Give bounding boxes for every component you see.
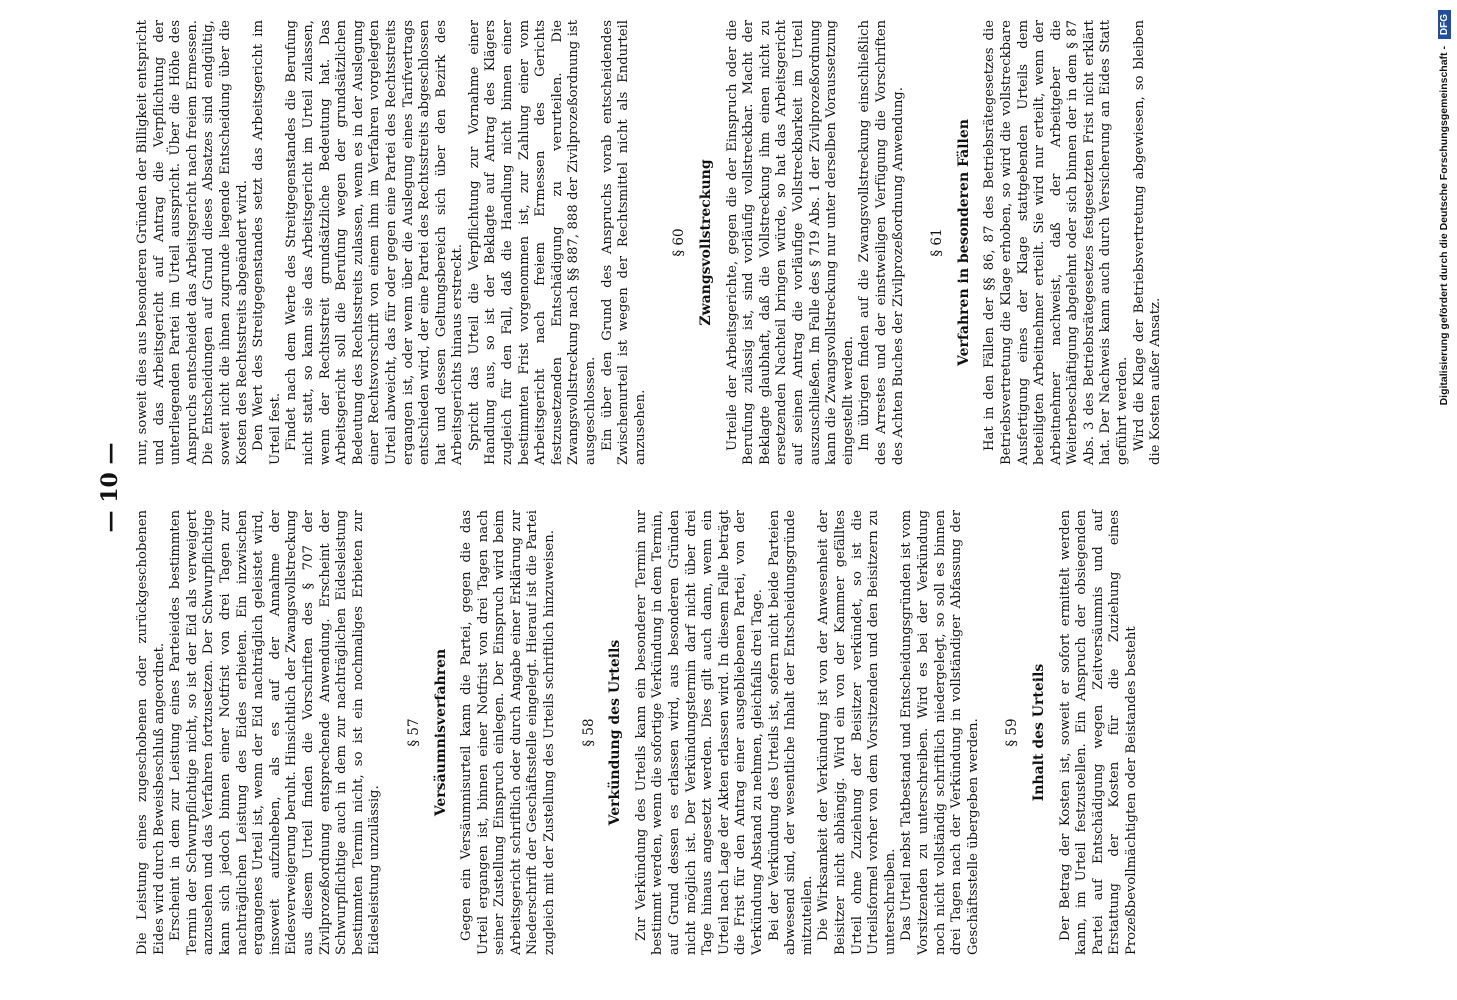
paragraph: Den Wert des Streitgegenstandes setzt das Arbeitsgericht im Urteil fest. [251,20,283,465]
dfg-logo: DFG [1438,10,1451,39]
section-title: Verkündung des Urteils [607,639,624,826]
text-column-left [135,510,1140,955]
section-number: § 59 [1004,718,1021,747]
section-title: Verfahren in besonderen Fällen [955,119,972,366]
paragraph: Das Urteil nebst Tatbestand und Entscheidungsgründen ist vom Vorsitzenden zu unterschreiben. Wird es bei der Verkündung noch nicht vollständig schriftlich niedergelegt, so soll es binnen drei Tagen nach der Verkündung in vollständiger Abfassung der Geschäftsstelle übergeben werden. [899,510,981,955]
text-column-right [135,20,1165,465]
section-number: § 58 [580,718,597,747]
section-title: Zwangsvollstreckung [698,159,714,326]
digitization-credit [1405,10,1450,995]
section-title: Versäumnisverfahren [432,648,449,817]
paragraph: Findet nach dem Werte des Streitgegenstandes die Berufung nicht statt, so kann sie das Arbeitsgericht im Urteil zulassen, wenn der Rechtsstreit grundsätzliche Bedeutung hat. Das Arbeitsgericht soll die Berufung wegen der grundsätzlichen Bedeutung des Rechtsstreits zulassen, wenn es in der Auslegung einer Rechtsvorschrift von einem ihm im Verfahren vorgelegten Urteil abweicht, das für oder gegen eine Partei des Rechtsstreits ergangen ist, oder wenn über die Auslegung eines Tarifvertrags entschieden wird, der eine Partei des Rechtsstreits abgeschlossen hat und dessen Geltungsbereich sich über den Bezirk des Arbeitsgerichts hinaus erstreckt. [284,20,466,465]
section-number: § 61 [929,228,946,257]
section-number: § 57 [405,718,422,747]
paragraph: Der Betrag der Kosten ist, soweit er sofort ermittelt werden kann, im Urteil festzustellen. Ein Anspruch der obsiegenden Partei auf Entschädigung wegen Zeitversäumnis und auf Erstattung der Kosten für die Zuziehung eines Prozeßbevollmächtigten oder Beistandes besteht [1057,510,1139,955]
credit-text: Digitalisierung gefördert durch die Deutsche Forschungsgemeinschaft - [1438,46,1450,406]
rotated-text-block [90,20,1380,955]
paragraph: Hat in den Fällen der §§ 86, 87 des Betriebsrätegesetzes die Betriebsvertretung die Klage erhoben, so wird die vollstreckbare Ausfertigung eines der Klage stattgebenden Urteils dem beteiligten Arbeitnehmer erteilt. Sie wird nur erteilt, wenn der Arbeitnehmer nachweist, daß der Arbeitgeber die Weiterbeschäftigung abgelehnt oder sich binnen der in dem § 87 Abs. 3 des Betriebsrätegesetzes festgesetzten Frist nicht erklärt hat. Der Nachweis kann auch durch Versicherung an Eides Statt geführt werden. [982,20,1131,465]
paragraph: Erscheint in dem zur Leistung eines Parteieides bestimmten Termin der Schwurpflichtige nicht, so ist der Eid als verweigert anzusehen und das Verfahren fortzusetzen. Der Schwurpflichtige kann sich jedoch binnen einer Notfrist von drei Tagen zur nachträglichen Leistung des Eides erbieten. Ein inzwischen ergangenes Urteil ist, wenn der Eid nachträglich geleistet wird, insoweit aufzuheben, als es auf der Annahme der Eidesverweigerung beruht. Hinsichtlich der Zwangsvollstreckung aus diesem Urteil finden die Vorschriften des § 707 der Zivilprozeßordnung entsprechende Anwendung. Erscheint der Schwurpflichtige auch in dem zur nachträglichen Eidesleistung bestimmten Termin nicht, so ist ein nochmaliges Erbieten zur Eidesleistung unzulässig. [168,510,383,955]
paragraph: Die Leistung eines zugeschobenen oder zurückgeschobenen Eides wird durch Beweisbeschluß angeordnet. [135,510,167,955]
paragraph: nur, soweit dies aus besonderen Gründen der Billigkeit entspricht und das Arbeitsgericht auf Antrag die Verpflichtung der unterliegenden Partei im Urteil ausspricht. Über die Höhe des Anspruchs entscheidet das Arbeitsgericht nach freiem Ermessen. Die Entscheidungen auf Grund dieses Absatzes sind endgültig, soweit nicht die ihnen zugrunde liegende Entscheidung über die Kosten des Rechtsstreits abgeändert wird. [135,20,250,465]
paragraph: Zur Verkündung des Urteils kann ein besonderer Termin nur bestimmt werden, wenn die sofortige Verkündung in dem Termin, auf Grund dessen es erlassen wird, aus besonderen Gründen nicht möglich ist. Der Verkündungstermin darf nicht über drei Tage hinaus angesetzt werden. Dies gilt auch dann, wenn ein Urteil nach Lage der Akten erlassen wird. In diesem Falle beträgt die Frist für den Antrag einer ausgebliebenen Partei, von der Verkündung Abstand zu nehmen, gleichfalls drei Tage. [633,510,765,955]
paragraph: Wird die Klage der Betriebsvertretung abgewiesen, so bleiben die Kosten außer Ansatz. [1131,20,1164,465]
paragraph: Ein über den Grund des Anspruchs vorab entscheidendes Zwischenurteil ist wegen der Rechtsmittel nicht als Endurteil anzusehen. [599,20,648,465]
paragraph: Die Wirksamkeit der Verkündung ist von der Anwesenheit der Beisitzer nicht abhängig. Wird ein von der Kammer gefälltes Urteil ohne Zuziehung der Beisitzer verkündet, so ist die Urteilsformel vorher von dem Vorsitzenden und den Beisitzern zu unterschreiben. [816,510,898,955]
paragraph: Urteile der Arbeitsgerichte, gegen die der Einspruch oder die Berufung zulässig ist, sind vorläufig vollstreckbar. Macht der Beklagte glaubhaft, daß die Vollstreckung ihm einen nicht zu ersetzenden Nachteil bringen würde, so hat das Arbeitsgericht auf seinen Antrag die vorläufige Vollstreckbarkeit im Urteil auszuschließen. Im Falle des § 719 Abs. 1 der Zivilprozeßordnung kann die Zwangsvollstreckung nur unter derselben Voraussetzung eingestellt werden. [724,20,856,465]
section-title: Inhalt des Urteils [1030,663,1047,802]
paragraph: Bei der Verkündung des Urteils ist, sofern nicht beide Parteien abwesend sind, der wesentliche Inhalt der Entscheidungsgründe mitzuteilen. [766,510,815,955]
section-number: § 60 [671,228,688,257]
paragraph: Spricht das Urteil die Verpflichtung zur Vornahme einer Handlung aus, so ist der Beklagte auf Antrag des Klägers zugleich für den Fall, daß die Handlung nicht binnen einer bestimmten Frist vorgenommen ist, zur Zahlung einer vom Arbeitsgericht nach freiem Ermessen des Gerichts festzusetzenden Entschädigung zu verurteilen. Die Zwangsvollstreckung nach §§ 887, 888 der Zivilprozeßordnung ist ausgeschlossen. [466,20,599,465]
paragraph: Gegen ein Versäumnisurteil kann die Partei, gegen die das Urteil ergangen ist, binnen einer Notfrist von drei Tagen nach seiner Zustellung Einspruch einlegen. Der Einspruch wird beim Arbeitsgericht schriftlich oder durch Angabe einer Erklärung zur Niederschrift der Geschäftsstelle eingelegt. Hierauf ist die Partei zugleich mit der Zustellung des Urteils schriftlich hinzuweisen. [459,510,558,955]
paragraph: Im übrigen finden auf die Zwangsvollstreckung einschließlich des Arrestes und der einstweiligen Verfügung die Vorschriften des Achten Buches der Zivilprozeßordnung Anwendung. [857,20,906,465]
page-number-header: — 10 — [97,442,123,533]
